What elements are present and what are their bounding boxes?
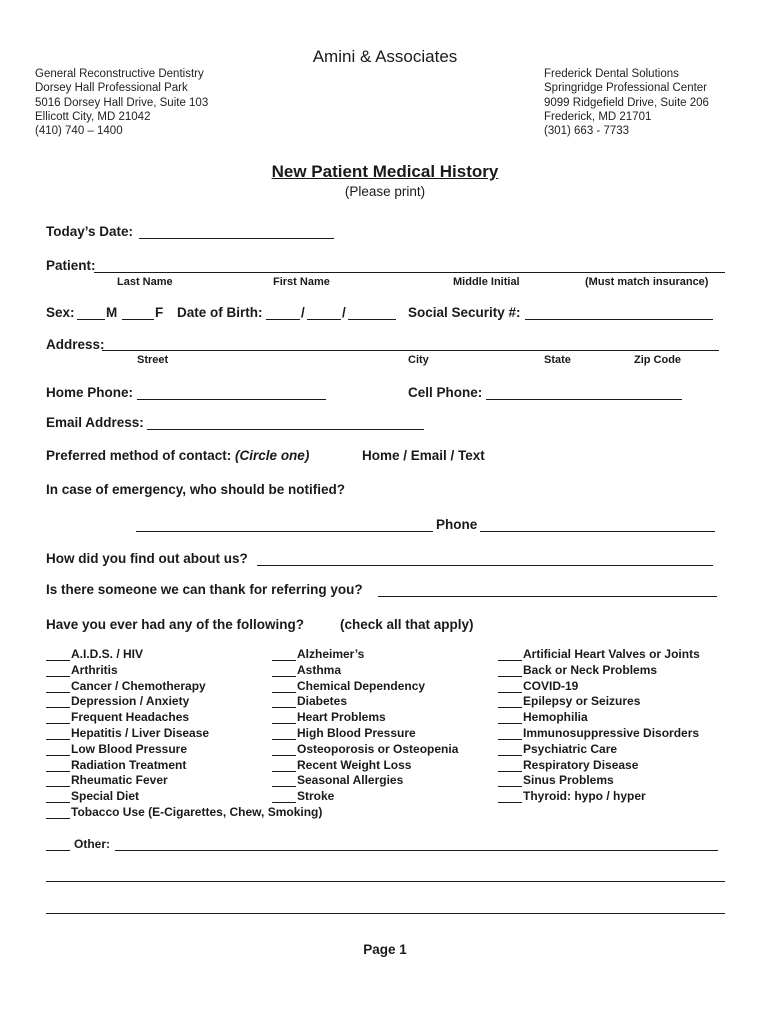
- emergency-contact-label: In case of emergency, who should be notified?: [46, 482, 346, 497]
- email-label: Email Address:: [46, 415, 144, 430]
- left-office-line: Ellicott City, MD 21042: [35, 110, 151, 123]
- condition-checkbox-blank[interactable]: [46, 660, 70, 661]
- condition-checkbox-blank[interactable]: [272, 660, 296, 661]
- sex-label: Sex:: [46, 305, 75, 320]
- emergency-name-field[interactable]: [136, 531, 433, 532]
- condition-checkbox-blank[interactable]: [498, 692, 522, 693]
- condition-checkbox-blank[interactable]: [498, 771, 522, 772]
- condition-label: Thyroid: hypo / hyper: [523, 789, 646, 804]
- condition-checkbox-blank[interactable]: [498, 660, 522, 661]
- condition-label: Immunosuppressive Disorders: [523, 726, 700, 740]
- condition-checkbox-blank[interactable]: [272, 771, 296, 772]
- condition-label: Heart Problems: [297, 710, 386, 725]
- ssn-label: Social Security #:: [408, 305, 521, 320]
- find-us-field[interactable]: [257, 565, 713, 566]
- condition-checkbox-blank[interactable]: [498, 739, 522, 740]
- condition-label: A.I.D.S. / HIV: [71, 647, 144, 661]
- contact-method-text: Preferred method of contact:: [46, 448, 232, 463]
- first-name-sublabel: First Name: [273, 276, 330, 288]
- todays-date-label: Today’s Date:: [46, 224, 134, 239]
- sex-male-field[interactable]: [77, 319, 105, 320]
- condition-checkbox-blank[interactable]: [46, 692, 70, 693]
- other-field-line-3[interactable]: [46, 913, 725, 914]
- condition-checkbox-blank[interactable]: [46, 771, 70, 772]
- condition-checkbox-blank[interactable]: [498, 755, 522, 756]
- condition-checkbox-blank[interactable]: [498, 676, 522, 677]
- condition-checkbox-blank[interactable]: [272, 755, 296, 756]
- last-name-sublabel: Last Name: [117, 276, 173, 288]
- conditions-hint: (check all that apply): [340, 617, 474, 632]
- other-label: Other:: [74, 837, 110, 851]
- right-office-line: (301) 663 - 7733: [544, 125, 630, 138]
- cell-phone-field[interactable]: [486, 399, 682, 400]
- city-sublabel: City: [408, 354, 429, 366]
- address-field[interactable]: [102, 350, 719, 351]
- insurance-note-sublabel: (Must match insurance): [585, 276, 709, 288]
- dob-day-field[interactable]: [307, 319, 341, 320]
- conditions-question: Have you ever had any of the following?: [46, 617, 305, 632]
- condition-label: Back or Neck Problems: [523, 662, 658, 677]
- dob-year-field[interactable]: [348, 319, 396, 320]
- right-office-line: Springridge Professional Center: [544, 82, 708, 95]
- condition-label: Low Blood Pressure: [71, 741, 188, 756]
- contact-options[interactable]: Home / Email / Text: [362, 448, 485, 463]
- address-label: Address:: [46, 337, 105, 352]
- condition-checkbox-blank[interactable]: [498, 802, 522, 803]
- zip-sublabel: Zip Code: [634, 354, 682, 366]
- condition-label: Arthritis: [71, 662, 118, 677]
- condition-checkbox-blank[interactable]: [272, 802, 296, 803]
- condition-checkbox-blank[interactable]: [272, 692, 296, 693]
- condition-checkbox-blank[interactable]: [46, 786, 70, 787]
- condition-checkbox-blank[interactable]: [498, 707, 522, 708]
- left-office-address: [35, 67, 208, 138]
- page-number: Page 1: [363, 942, 407, 957]
- condition-label: Recent Weight Loss: [297, 757, 412, 772]
- middle-initial-sublabel: Middle Initial: [453, 276, 520, 288]
- emergency-phone-field[interactable]: [480, 531, 715, 532]
- condition-checkbox-blank[interactable]: [272, 676, 296, 677]
- condition-checkbox-blank[interactable]: [498, 786, 522, 787]
- condition-checkbox-blank[interactable]: [272, 707, 296, 708]
- condition-label: Cancer / Chemotherapy: [71, 678, 206, 693]
- condition-checkbox-blank[interactable]: [46, 755, 70, 756]
- condition-label: Osteoporosis or Osteopenia: [297, 741, 459, 756]
- referral-field[interactable]: [378, 596, 717, 597]
- find-us-label: How did you find out about us?: [46, 551, 248, 566]
- dob-month-field[interactable]: [266, 319, 300, 320]
- condition-label: High Blood Pressure: [297, 726, 416, 740]
- condition-checkbox-blank[interactable]: [46, 723, 70, 724]
- condition-checkbox-blank[interactable]: [46, 739, 70, 740]
- condition-label: Frequent Headaches: [71, 710, 190, 725]
- condition-label: Hemophilia: [523, 710, 588, 725]
- form-subtitle: (Please print): [344, 184, 426, 199]
- left-office-line: General Reconstructive Dentistry: [35, 68, 204, 80]
- condition-label: Depression / Anxiety: [71, 694, 190, 709]
- other-field[interactable]: [115, 850, 718, 851]
- condition-label: Chemical Dependency: [297, 678, 426, 693]
- condition-checkbox-blank[interactable]: [272, 723, 296, 724]
- dob-label: Date of Birth:: [177, 305, 263, 320]
- other-field-line-2[interactable]: [46, 881, 725, 882]
- condition-label: Radiation Treatment: [71, 757, 187, 772]
- circle-one-hint: (Circle one): [235, 448, 310, 463]
- condition-label: COVID-19: [523, 678, 579, 693]
- condition-checkbox-blank[interactable]: [272, 786, 296, 787]
- condition-label: Tobacco Use (E-Cigarettes, Chew, Smoking): [71, 805, 323, 819]
- sex-female-field[interactable]: [122, 319, 154, 320]
- condition-label: Artificial Heart Valves or Joints: [523, 647, 700, 661]
- form-title: New Patient Medical History: [271, 162, 499, 181]
- condition-label: Alzheimer’s: [297, 647, 365, 661]
- condition-checkbox-blank[interactable]: [46, 818, 70, 819]
- condition-label: Sinus Problems: [523, 773, 614, 788]
- condition-label: Respiratory Disease: [523, 757, 639, 772]
- condition-label: Seasonal Allergies: [297, 773, 404, 788]
- other-checkbox-blank[interactable]: [46, 850, 70, 851]
- todays-date-field[interactable]: [139, 238, 334, 239]
- ssn-field[interactable]: [525, 319, 713, 320]
- condition-checkbox-blank[interactable]: [46, 707, 70, 708]
- condition-checkbox-blank[interactable]: [272, 739, 296, 740]
- sex-male-option: M: [106, 305, 118, 320]
- patient-name-field[interactable]: [94, 272, 725, 273]
- condition-checkbox-blank[interactable]: [46, 802, 70, 803]
- left-office-line: 5016 Dorsey Hall Drive, Suite 103: [35, 96, 209, 109]
- state-sublabel: State: [544, 354, 571, 366]
- patient-label: Patient:: [46, 258, 96, 273]
- home-phone-label: Home Phone:: [46, 385, 134, 400]
- left-office-line: (410) 740 – 1400: [35, 125, 123, 138]
- condition-label: Rheumatic Fever: [71, 773, 168, 788]
- condition-checkbox-blank[interactable]: [498, 723, 522, 724]
- right-office-address: [544, 67, 709, 138]
- condition-label: Asthma: [297, 662, 342, 677]
- right-office-line: Frederick Dental Solutions: [544, 68, 679, 80]
- home-phone-field[interactable]: [137, 399, 326, 400]
- left-office-line: Dorsey Hall Professional Park: [35, 82, 188, 95]
- firm-name: Amini & Associates: [312, 47, 458, 66]
- email-field[interactable]: [147, 429, 424, 430]
- emergency-phone-label: Phone: [436, 517, 478, 532]
- condition-label: Psychiatric Care: [523, 741, 618, 756]
- right-office-line: 9099 Ridgefield Drive, Suite 206: [544, 96, 709, 109]
- condition-label: Special Diet: [71, 789, 140, 804]
- cell-phone-label: Cell Phone:: [408, 385, 483, 400]
- right-office-line: Frederick, MD 21701: [544, 110, 652, 123]
- street-sublabel: Street: [137, 354, 169, 366]
- dob-separator: /: [342, 305, 346, 320]
- condition-label: Diabetes: [297, 694, 348, 709]
- contact-method-label: [46, 448, 309, 463]
- condition-label: Hepatitis / Liver Disease: [71, 726, 210, 740]
- referral-label: Is there someone we can thank for referring you?: [46, 582, 363, 597]
- condition-checkbox-blank[interactable]: [46, 676, 70, 677]
- dob-separator: /: [301, 305, 305, 320]
- sex-female-option: F: [155, 305, 164, 320]
- condition-label: Epilepsy or Seizures: [523, 694, 641, 709]
- condition-label: Stroke: [297, 789, 335, 804]
